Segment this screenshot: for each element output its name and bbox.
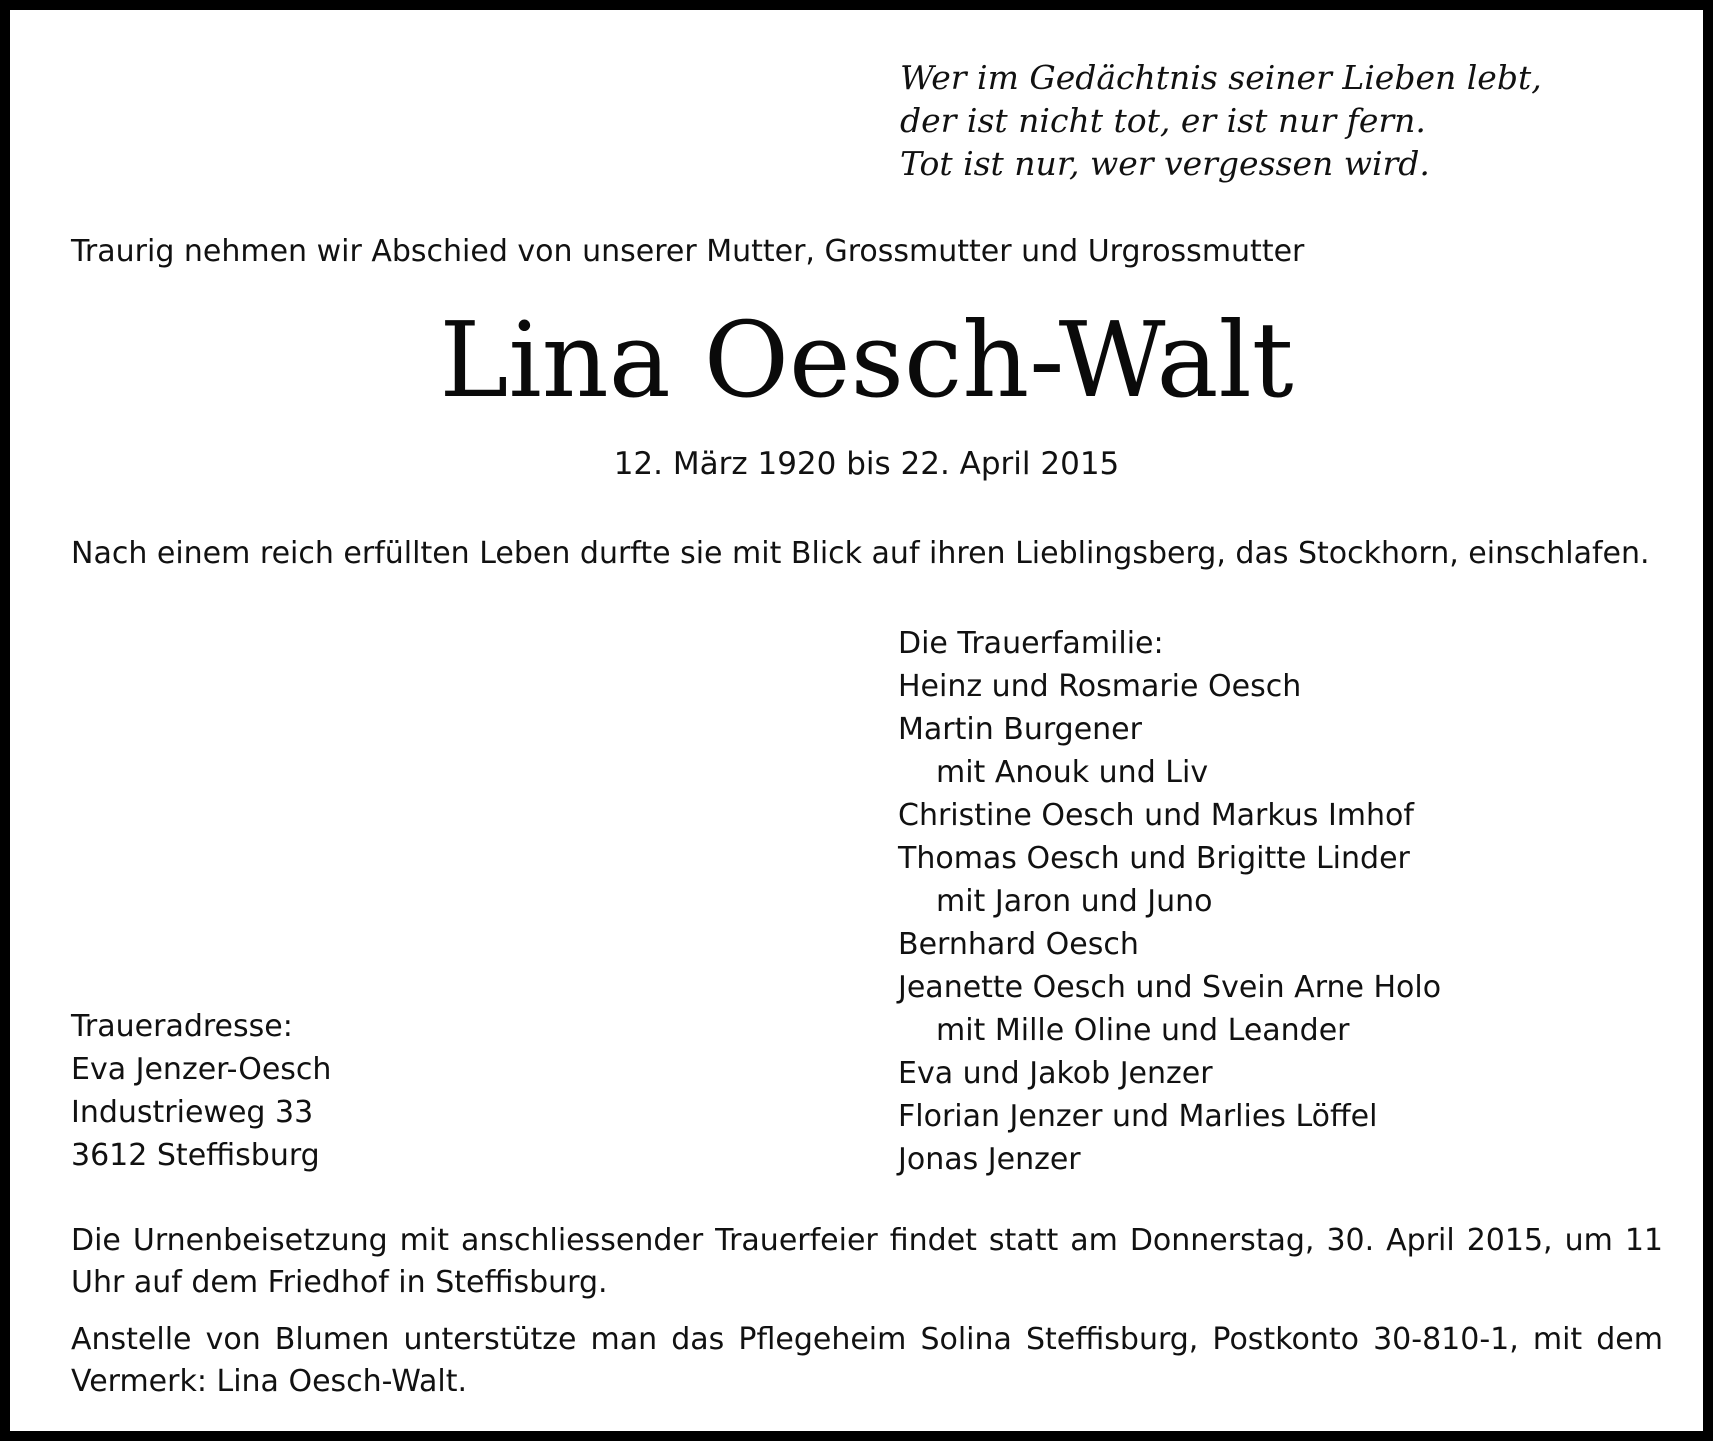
family-member: Thomas Oesch und Brigitte Linder — [898, 841, 1410, 876]
family-member: Heinz und Rosmarie Oesch — [898, 669, 1302, 704]
family-member: Christine Oesch und Markus Imhof — [898, 798, 1414, 833]
address-heading: Traueradresse: — [71, 1009, 293, 1044]
family-member: Jeanette Oesch und Svein Arne Holo — [898, 970, 1442, 1005]
life-text: Nach einem reich erfüllten Leben durfte sie mit Blick auf ihren Lieblingsberg, das Stockhorn, einschlafen. — [71, 536, 1650, 571]
family-heading: Die Trauerfamilie: — [898, 626, 1164, 661]
life-dates: 12. März 1920 bis 22. April 2015 — [613, 446, 1120, 482]
family-member: Jonas Jenzer — [898, 1142, 1081, 1177]
quote-line: Wer im Gedächtnis seiner Lieben lebt, — [900, 58, 1542, 97]
family-member: Eva und Jakob Jenzer — [898, 1056, 1213, 1091]
quote-line: der ist nicht tot, er ist nur fern. — [900, 101, 1426, 140]
family-list — [898, 622, 1441, 1181]
intro-text: Traurig nehmen wir Abschied von unserer Mutter, Grossmutter und Urgrossmutter — [71, 234, 1305, 269]
family-member-children: mit Jaron und Juno — [936, 884, 1213, 919]
address-line: Industrieweg 33 — [71, 1095, 314, 1130]
quote-line: Tot ist nur, wer vergessen wird. — [900, 144, 1430, 183]
ceremony-text: Die Urnenbeisetzung mit anschliessender Trauerfeier findet statt am Donnerstag, 30. April 2015, um 11 Uhr auf dem Friedhof in Steffisburg. — [71, 1223, 1663, 1300]
deceased-name: Lina Oesch-Walt — [439, 299, 1294, 421]
mourning-address — [71, 1005, 331, 1177]
memorial-quote — [900, 56, 1542, 185]
address-line: Eva Jenzer-Oesch — [71, 1052, 332, 1087]
donation-text: Anstelle von Blumen unterstütze man das Pflegeheim Solina Steffisburg, Postkonto 30-810-1, mit dem Vermerk: Lina Oesch-Walt. — [71, 1322, 1663, 1399]
family-member: Florian Jenzer und Marlies Löffel — [898, 1099, 1378, 1134]
family-member-children: mit Mille Oline und Leander — [936, 1013, 1350, 1048]
family-member-children: mit Anouk und Liv — [936, 755, 1209, 790]
family-member: Bernhard Oesch — [898, 927, 1139, 962]
address-line: 3612 Steffisburg — [71, 1138, 320, 1173]
family-member: Martin Burgener — [898, 712, 1142, 747]
